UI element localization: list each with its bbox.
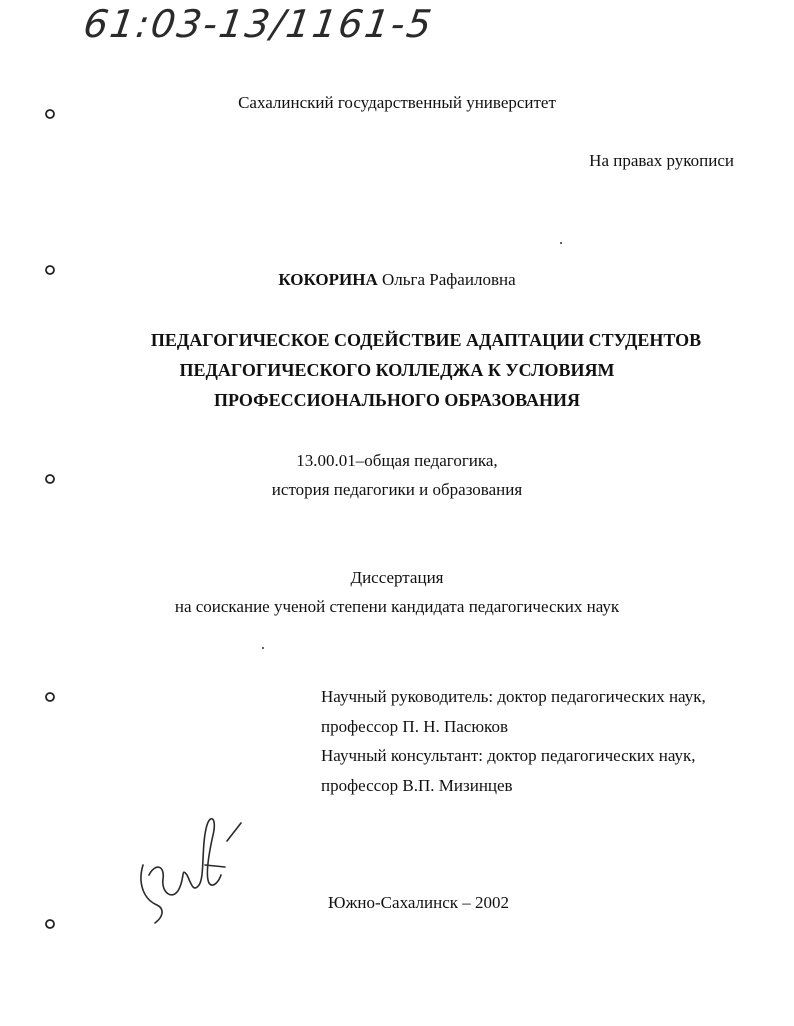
document-type: Диссертация xyxy=(350,568,444,587)
specialty-name: история педагогики и образования xyxy=(271,480,523,499)
binding-hole-icon xyxy=(44,918,56,930)
consultant-line: Научный консультант: доктор педагогических наук, xyxy=(321,746,696,765)
archive-code-handwritten: 61:03-13/1161-5 xyxy=(80,2,437,46)
author-given-names: Ольга Рафаиловна xyxy=(382,270,516,289)
supervisor-line: Научный руководитель: доктор педагогических наук, xyxy=(321,687,706,706)
city-year: Южно-Сахалинск – 2002 xyxy=(328,893,510,912)
thesis-title-line: ПРОФЕССИОНАЛЬНОГО ОБРАЗОВАНИЯ xyxy=(214,390,580,410)
thesis-title-line: ПЕДАГОГИЧЕСКОГО КОЛЛЕДЖА К УСЛОВИЯМ xyxy=(179,360,615,380)
author-name xyxy=(0,270,794,290)
degree-statement: на соискание ученой степени кандидата педагогических наук xyxy=(174,597,620,616)
university-name: Сахалинский государственный университет xyxy=(238,93,556,112)
supervisor-name: профессор П. Н. Пасюков xyxy=(321,717,508,736)
author-surname: КОКОРИНА xyxy=(278,270,378,289)
thesis-title-line: ПЕДАГОГИЧЕСКОЕ СОДЕЙСТВИЕ АДАПТАЦИИ СТУДЕНТОВ xyxy=(150,330,702,350)
manuscript-note: На правах рукописи xyxy=(589,151,734,170)
handwritten-signature xyxy=(135,805,245,930)
scan-speck xyxy=(262,647,264,649)
specialty-code: 13.00.01–общая педагогика, xyxy=(296,451,498,470)
consultant-name: профессор В.П. Мизинцев xyxy=(321,776,513,795)
binding-hole-icon xyxy=(44,691,56,703)
scan-speck xyxy=(560,242,562,244)
